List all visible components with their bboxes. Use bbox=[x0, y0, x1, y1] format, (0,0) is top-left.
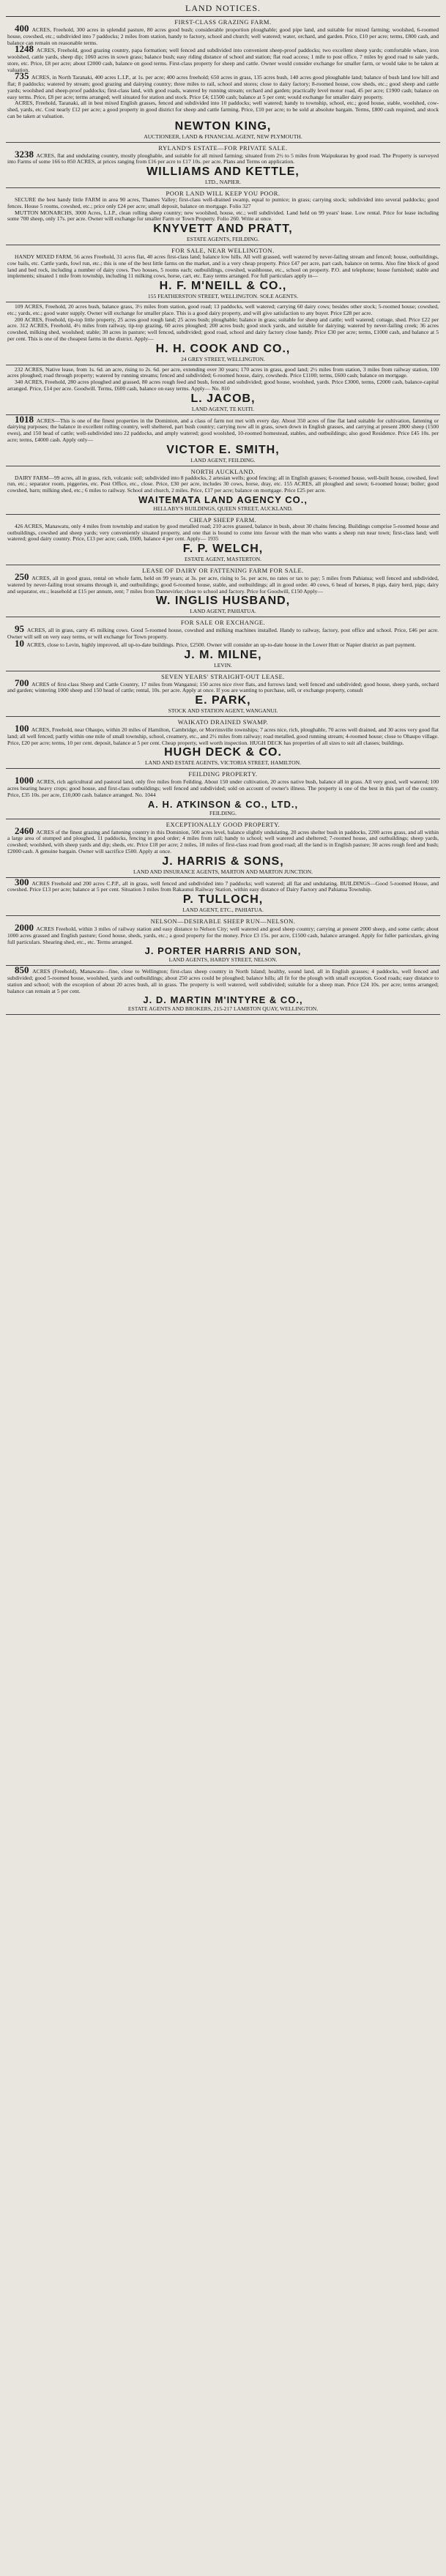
agent-address: ESTATE AGENTS, FEILDING. bbox=[187, 236, 259, 242]
advertisement bbox=[6, 878, 440, 917]
agent-address: LAND AGENT, ETC., PAHIATUA. bbox=[182, 907, 264, 913]
agent-name: HUGH DECK & CO. bbox=[164, 746, 282, 759]
ad-text: DAIRY FARM—99 acres, all in grass, rich, volcanic soil; subdivided into 8 paddocks, 2 artesian wells; good fencing; all in English grasses; 6-roomed house, well-built house, cowshed, fowl run, etc.; separator room, piggeries, etc. Post Office, etc., close. Price, £30 per acre, includes 30 cows, horse, dray, etc. 155 ACRES, all ploughed and sown; 6-roomed house; boiler; good cowshed, barn; milking shed, etc.; 6 miles to railway. School and church, 2 miles. Price, £17 per acre; balance on mortgage. Price £25 per acre. bbox=[7, 474, 439, 494]
advertisement bbox=[6, 819, 440, 878]
advertisement bbox=[6, 245, 440, 302]
advertisement bbox=[6, 415, 440, 466]
ad-heading: WAIKATO DRAINED SWAMP. bbox=[177, 718, 269, 726]
agent-address: STOCK AND STATION AGENT, WANGANUI. bbox=[168, 707, 278, 714]
ad-body bbox=[7, 413, 439, 444]
ad-paragraph bbox=[7, 317, 439, 343]
acreage-figure: 10 bbox=[15, 637, 27, 649]
advertisement bbox=[6, 17, 440, 143]
ad-text: MUTTON MONARCHS, 3000 Acres, L.I.P., clean rolling sheep country; new woolshed, house, etc.; well subdivided. Land held on 99 years' lease. Low rental. Price for lease including some 700 sheep, only 17s. per acre. Owner will exchange for smaller Farm or Town Property. Folio 260. Write at once. bbox=[7, 209, 439, 223]
agent-name: F. P. WELCH, bbox=[182, 543, 264, 555]
acreage-figure: 1248 bbox=[15, 43, 37, 55]
ad-text: 426 ACRES, Manawatu, only 4 miles from township and station by good metalled road; 210 acres grassed, balance in bush, about 30 chains fencing. Buildings comprise 5-roomed house and outbuildings, cowshed and sheep yards; very conveniently situated property, and one that is bound to come into favour with the man who wants a sheep run near town; first-class land; well watered; good dairy country. Price, £13 per acre; cash, £600, balance 4 per cent. Apply— 1935 bbox=[7, 522, 439, 543]
advertisement bbox=[6, 515, 440, 565]
agent-name: P. TULLOCH, bbox=[182, 893, 264, 906]
ad-paragraph bbox=[7, 723, 439, 746]
agent-name: E. PARK, bbox=[195, 694, 251, 707]
agent-address: 24 GREY STREET, WELLINGTON. bbox=[181, 355, 265, 362]
ad-text: ACRES, flat and undulating country, mostly ploughable, and suitable for all mixed farming; situated from 2½ to 5 miles from Waipukurau by good road. The Property is surveyed into Farms of some 166 to 850 ACRES, at prices ranging from £16 per acre to £17 10s. per acre. Plans and Terms on application. bbox=[7, 152, 439, 165]
ad-text: ACRES Freehold, within 3 miles of railway station and easy distance to Nelson City; well watered and good sheep country; carrying at present 2000 sheep, and some cattle; about 1000 acres grassed and English pasture; Good house, sheds, yards, etc.; a good property for the money. Price £3 15s. per acre, £1500 cash, balance arranged. Apply for fuller particulars, giving full particulars. Shearing shed, etc., etc. Terms arranged. bbox=[7, 926, 439, 945]
ad-text: ACRES Freehold and 200 acres C.P.P., all in grass, well fenced and subdivided into 7 paddocks; well watered; all flat and undulating. BUILDINGS—Good 5-roomed House, and cowshed. Price £13 per acre; balance at 5 per cent. Situation 3 miles from Rakaunui Railway Station, within easy distance of Dairy Factory and Pahiatua Township. bbox=[7, 879, 439, 893]
acreage-figure: 2000 bbox=[15, 922, 37, 933]
ad-heading: POOR LAND WILL KEEP YOU POOR. bbox=[166, 190, 280, 197]
agent-address: LAND AGENT, PAHIATUA. bbox=[190, 608, 256, 615]
ad-body bbox=[7, 964, 439, 994]
ad-paragraph bbox=[7, 964, 439, 994]
ad-text: 340 ACRES, Freehold, 280 acres ploughed and grassed, 80 acres rough feed and bush, fenced and subdivided; good house, woolshed, yards. Price £3000, terms, £2000 cash, balance-capital arranged. Price, £14 per acre. Goodwill. Terms, £600 cash, balance on easy terms. Apply— No. 810 bbox=[7, 379, 439, 392]
agent-address: LAND AGENT, TE KUITI. bbox=[191, 405, 255, 412]
agent-name: VICTOR E. SMITH, bbox=[166, 443, 280, 456]
advertisement bbox=[6, 466, 440, 515]
ad-heading: CHEAP SHEEP FARM. bbox=[189, 515, 257, 524]
acreage-figure: 250 bbox=[15, 571, 32, 582]
ad-body bbox=[7, 876, 439, 894]
advertisement bbox=[6, 769, 440, 819]
acreage-figure: 2460 bbox=[15, 824, 37, 836]
acreage-figure: 400 bbox=[15, 23, 32, 34]
advertisement-list bbox=[6, 17, 440, 1015]
ad-paragraph bbox=[7, 367, 439, 380]
ad-text: ACRES, all in grass, carry 45 milking cows. Good 5-roomed house, cowshed and milking machines installed. Handy to railway, factory, post office and school. Price, £46 per acre. Owner will sell on very easy terms, or will exchange for Town property. bbox=[7, 627, 439, 640]
ad-paragraph bbox=[7, 254, 439, 280]
ad-text: 109 ACRES, Freehold, 20 acres bush, balance grass, 3½ miles from station, good road; 13 paddocks, well watered; carrying 60 dairy cows; besides other stock; 5-roomed house; cowshed, etc.; yards, etc.; good water supply. Owner will exchange for smaller place. This is a good dairy property, and will give satisfaction to any buyer. Price £28 per acre. bbox=[7, 303, 439, 316]
land-notices-page bbox=[6, 0, 440, 1015]
agent-address: 155 FEATHERSTON STREET, WELLINGTON. SOLE AGENTS. bbox=[147, 293, 299, 299]
ad-text: ACRES, Freehold, near Ohaupo, within 20 miles of Hamilton, Cambridge, or Morrinsville townships; 7 acres nice, rich, ploughable, 70 acres well drained, and 30 acres very good flat land; all well fenced; partly within one mile of small township, school, creamery, etc., and 2½ miles from railway; road metalled, good running stream; 4-roomed house; close to Ohaupo village. Price, £20 per acre; terms, 10 per cent. deposit, balance at 5 per cent. Cheap property, well worth inspection. HUGH DECK has properties of all sizes to suit all classes; buildings. bbox=[7, 726, 439, 746]
ad-body bbox=[7, 367, 439, 392]
advertisement bbox=[6, 302, 440, 365]
agent-address: LEVIN. bbox=[214, 661, 232, 669]
ad-heading: RYLAND'S ESTATE—FOR PRIVATE SALE. bbox=[158, 144, 288, 152]
advertisement bbox=[6, 717, 440, 769]
ad-paragraph bbox=[7, 43, 439, 73]
agent-name: WILLIAMS AND KETTLE, bbox=[146, 165, 300, 178]
ad-text: ACRES, all in good grass, rental on whole farm, held on 99 years; at 3s. per acre, rising to 5s. per acre, no rates or tax to pay; 5 miles from Pahiatua; well fenced and subdivided, watered by never-failing trout streams through it, and outbuildings; good 6-roomed house, stable, and outbuildings; all in good order. 40 cows, 6 head of horses, 8 pigs, dairy herd, pigs; dairy and separator, etc.; leasehold at £15 per annum, rent; 7 miles from Dannevirke; close to school and factory. Price for Goodwill, £150 Apply— bbox=[7, 575, 439, 595]
acreage-figure: 700 bbox=[15, 677, 32, 688]
agent-name: NEWTON KING, bbox=[174, 119, 272, 133]
ad-body bbox=[7, 571, 439, 595]
ad-paragraph bbox=[7, 876, 439, 894]
ad-heading: NORTH AUCKLAND. bbox=[190, 467, 256, 475]
ad-paragraph bbox=[7, 571, 439, 595]
ad-paragraph bbox=[7, 524, 439, 543]
ad-body bbox=[7, 304, 439, 343]
ad-text: ACRES, Freehold, Taranaki, all in best mixed English grasses, fenced and subdivided into 10 paddocks; well watered; handy to township, school, etc.; good house, stable, woolshed, cow-shed, yards, etc. Cost nearly £12 per acre; a good property in good district for sheep and cattle farming. Price, £10 per acre; to be sold at absolute bargain. Terms, £800 cash required, and stock can be taken at valuation. bbox=[7, 100, 439, 119]
acreage-figure: 735 bbox=[15, 70, 31, 82]
agent-address: AUCTIONEER, LAND & FINANCIAL AGENT, NEW PLYMOUTH. bbox=[144, 133, 302, 140]
ad-paragraph bbox=[7, 413, 439, 444]
ad-body bbox=[7, 677, 439, 695]
advertisement bbox=[6, 916, 440, 966]
acreage-figure: 3238 bbox=[15, 148, 37, 160]
agent-name: A. H. ATKINSON & CO., LTD., bbox=[147, 798, 299, 810]
agent-name: WAITEMATA LAND AGENCY CO., bbox=[138, 494, 308, 505]
ad-paragraph bbox=[7, 197, 439, 210]
agent-address: LTD., NAPIER. bbox=[204, 179, 242, 185]
ad-text: ACRES of the finest grazing and fattening country in this Dominion, 500 acres level, balance slightly undulating, 20 acres shelter bush in paddocks, 2200 acres grass, and all within a large area of stumped and ploughed, 11 paddocks, fencing in good order; 4 miles from rail; handy to school; well watered and sheltered; 7-roomed house, and outbuildings; sheep yards, cowshed; woolshed, with sheep yards and dip; sheds, etc. Price £18 per acre; 2 miles, 18 miles of first-class road from good road; all the land is in English pasture; 30 acres rough feed and bush; £2000 cash. A genuine bargain. Owner will sacrifice £500. Apply at once. bbox=[7, 828, 439, 855]
advertisement bbox=[6, 365, 440, 415]
advertisement bbox=[6, 565, 440, 617]
acreage-figure: 1000 bbox=[15, 775, 37, 786]
section-title: LAND NOTICES. bbox=[6, 1, 440, 17]
agent-name: L. JACOB, bbox=[190, 392, 256, 405]
ad-text: ACRES, close to Levin, highly improved, all up-to-date buildings. Price, £2500. Owner will consider an up-to-date house in the Lower Hutt or Napier district as part payment. bbox=[26, 641, 416, 648]
acreage-figure: 300 bbox=[15, 876, 32, 887]
ad-body bbox=[7, 475, 439, 494]
ad-heading: LEASE OF DAIRY OR FATTENING FARM FOR SALE. bbox=[142, 567, 304, 574]
ad-text: HANDY MIXED FARM, 56 acres Freehold, 31 acres flat, 40 acres first-class land; balance low hills. All well grassed, well watered by never-failing stream and fenced; house, outbuildings, cow bails, etc. Cattle yards, fowl run, etc.; this is one of the best little farms on the market, and is a very cheap property. Price £47 per acre, part cash, balance on terms. Also fine block of good land and bed rock, including a number of dairy cows. Two houses, 5 rooms each; outbuildings, cowshed, washhouse, etc., school on property. P.O. and telephone; house furnished; stable and implements; situated 1 mile from township, including 11 milking cows, horse, cart, etc. Easy terms arranged. For full particulars apply to— bbox=[7, 253, 439, 280]
advertisement bbox=[6, 617, 440, 671]
agent-name: W. INGLIS HUSBAND, bbox=[155, 595, 291, 608]
advertisement bbox=[6, 671, 440, 718]
acreage-figure: 100 bbox=[15, 723, 31, 734]
acreage-figure: 1018 bbox=[15, 413, 37, 425]
ad-heading: FEILDING PROPERTY. bbox=[188, 770, 258, 778]
ad-body bbox=[7, 23, 439, 120]
ad-heading: FIRST-CLASS GRAZING FARM. bbox=[174, 18, 272, 26]
ad-paragraph bbox=[7, 210, 439, 223]
ad-body bbox=[7, 254, 439, 280]
agent-name: J. PORTER HARRIS AND SON, bbox=[144, 945, 302, 957]
ad-text: ACRES, Freehold, 300 acres in splendid pasture, 80 acres good bush; considerable proportion ploughable; good pipe land, and suitable for mixed farming; woolshed, 6-roomed house, cowshed, etc.; subdivided into 7 paddocks; 2 miles from station, handy to factory, school and church; well watered; water, orchard, and garden. Price, £10 per acre; terms, £800 cash, and balance can remain on reasonable terms. bbox=[7, 26, 439, 46]
agent-name: H. F. M'NEILL & CO., bbox=[159, 280, 287, 292]
agent-name: J. M. MILNE, bbox=[184, 648, 262, 661]
ad-paragraph bbox=[7, 23, 439, 46]
ad-paragraph bbox=[7, 775, 439, 798]
ad-heading: FOR SALE OR EXCHANGE. bbox=[180, 619, 266, 627]
ad-body bbox=[7, 723, 439, 746]
ad-paragraph bbox=[7, 100, 439, 119]
ad-paragraph bbox=[7, 70, 439, 100]
ad-paragraph bbox=[7, 304, 439, 317]
agent-address: FEILDING. bbox=[209, 809, 237, 816]
agent-address: LAND AND INSURANCE AGENTS, MARTON AND MARTON JUNCTION. bbox=[133, 868, 313, 875]
ad-body bbox=[7, 922, 439, 945]
agent-address: LAND AGENTS, HARDY STREET, NELSON. bbox=[168, 956, 278, 964]
advertisement bbox=[6, 188, 440, 245]
ad-text: ACRES, in North Taranaki, 400 acres L.I.P., at 1s. per acre; 400 acres freehold; 650 acres in grass, 135 acres bush, 140 acres good ploughable land; balance of bush land low hill and flat; 8 paddocks; watered by stream; good grazing and dairying country; three miles to rail, school and stores; close to dairy factory; 8-roomed house, cow sheds, etc.; good sheep and cattle yards; woolshed and sheep-proof paddocks; first-class land, with good roads, watered by running stream; orchard and garden; practically level motor road, 45 per acre; £1900 cash; balance on easy terms. Price, £8 per acre; terms arranged; well situated for station and stock. Price £4; £1500 cash; balance at 5 per cent; would exchange for smaller dairy property. bbox=[7, 74, 439, 100]
agent-name: KNYVETT AND PRATT, bbox=[153, 223, 293, 235]
ad-body bbox=[7, 524, 439, 543]
ad-text: ACRES, Freehold, good grazing country, papa formation; well fenced and subdivided into convenient sheep-proof paddocks; two excellent sheep yards; comfortable whare, iron woolshed, cattle yards, sheep dip; 1060 acres in sown grass; balance bush; easy riding distance of school and station; flat road access; 1 mile to post office, 7 miles by good road to sale yards, store, etc. Price, £8 per acre; about £2000 cash, balance on good terms. First-class property for sheep and cattle. Owner would consider exchange for smaller farm, or would take to be taken at valuation. bbox=[7, 47, 439, 73]
ad-heading: SEVEN YEARS' STRAIGHT-OUT LEASE. bbox=[161, 672, 285, 680]
ad-text: SECURE the best handy little FARM in area 90 acres, Thames Valley; first-class well-drained swamp, equal to pumice; in grass; carrying stock; subdivided into several paddocks; good fences. House 5 rooms, cowshed, etc.; price only £24 per acre; small deposit, balance on mortgage. Folio 327 bbox=[7, 196, 439, 209]
ad-heading: EXCEPTIONALLY GOOD PROPERTY. bbox=[166, 820, 280, 828]
ad-text: 232 ACRES, Native lease, from 1s. 6d. an acre, rising to 2s. 6d. per acre, extending over 30 years; 170 acres in grass, good land; 2½ miles from station, 3 miles from railway station, 100 acres ploughed; road through property; watered by running streams; fenced and subdivided; 6-roomed house, dairy, cowsheds. Price £1100; terms, £600 cash; balance on mortgage. bbox=[7, 365, 439, 379]
ad-heading: FOR SALE, NEAR WELLINGTON. bbox=[171, 247, 275, 254]
advertisement bbox=[6, 966, 440, 1015]
agent-name: J. D. MARTIN M'INTYRE & CO., bbox=[143, 994, 303, 1006]
agent-name: J. HARRIS & SONS, bbox=[162, 855, 284, 868]
ad-paragraph bbox=[7, 637, 439, 649]
ad-paragraph bbox=[7, 677, 439, 695]
acreage-figure: 850 bbox=[15, 964, 33, 976]
ad-paragraph bbox=[7, 475, 439, 494]
ad-text: ACRES, rich agricultural and pastoral land, only five miles from Feilding. About 150 under cultivation, 20 acres native bush, balance all in grass. All very good, well watered; 100 acres bearing heavy crops; good house, and first-class outbuildings; well fenced and subdivided; sold on account of owner's illness. The property is one of the best in this part of the country. Price, £35 10s. per acre, £10,000 cash. balance arranged. No. 1044 bbox=[7, 778, 439, 798]
agent-address: HELLABY'S BUILDINGS, QUEEN STREET, AUCKLAND. bbox=[153, 505, 293, 512]
ad-text: ACRES (Freehold), Manawatu—fine, close to Wellington; first-class sheep country in North Island; healthy, sound land, all in English grasses; 4 paddocks, well fenced and subdivided; good 5-roomed house, woolshed, yards and outbuildings; about 250 acres could be ploughed; balance hills; all fit for the plough with small exception. Good roads; easy distance to station and school; with the exception of about 20 acres bush, all in grass. The property is well watered, well subdivided; suitable for a sheep man. Price £24 10s. per acre; terms arranged; balance can remain at 5 per cent. bbox=[7, 968, 439, 994]
agent-name: H. H. COOK AND CO., bbox=[155, 342, 291, 355]
acreage-figure: 95 bbox=[15, 623, 27, 635]
ad-body bbox=[7, 197, 439, 223]
agent-address: ESTATE AGENT, MASTERTON. bbox=[185, 556, 261, 562]
advertisement bbox=[6, 143, 440, 189]
ad-heading: NELSON—DESIRABLE SHEEP RUN—NELSON. bbox=[150, 917, 296, 925]
ad-paragraph bbox=[7, 922, 439, 945]
ad-text: ACRES of first-class Sheep and Cattle Country, 17 miles from Wanganui; 150 acres nice river flats, and furrows land; well fenced and subdivided; good house, sheep yards, orchard and garden; wintering 1000 sheep and 150 head of cattle; rental, 10s. per acre. Apply at once. If you are wanting to purchase, sell, or exchange property, consult bbox=[7, 680, 439, 694]
agent-address: ESTATE AGENTS AND BROKERS, 215-217 LAMBTON QUAY, WELLINGTON. bbox=[127, 1005, 319, 1013]
ad-body bbox=[7, 775, 439, 798]
ad-paragraph bbox=[7, 379, 439, 392]
agent-address: LAND AND ESTATE AGENTS, VICTORIA STREET, HAMILTON. bbox=[144, 759, 302, 767]
ad-text: ACRES—This is one of the finest properties in the Dominion, and a class of farm not met with every day. About 350 acres of fine flat land suitable for cultivation, fattening or dairying purposes; the balance in excellent rolling country, well sheltered, part bush country; carrying now all in grass, sown down in English grasses, and carrying at present 2800 sheep (1500 ewes), and 150 head of cattle; well-subdivided into 22 paddocks, and amply watered; good woolshed, 10-roomed homestead, stables, and outbuildings; also good Residence. Price £45 10s. per acre; terms, £4000 cash. Apply only— bbox=[7, 417, 439, 443]
ad-text: 200 ACRES, Freehold, tip-top little property, 25 acres good rough land; 25 acres bush; ploughable; balance in grass; suitable for sheep and cattle; well watered; cottage, shed. Price £22 per acre. 312 ACRES, Freehold, 4½ miles from railway, tip-top grazing, 60 acres ploughed; 200 acres bush; good stock yards, and suitable for dairying; watered by never-failing creek; 36 acres cowshed, milking shed, woolshed; stable; 30 acres in pasture; well fenced, subdivided; good road, school and dairy factory close handy. Price £30 per acre; terms, £1000 cash, and balance at 5 per cent. This is one of the cheapest farms in the district. Apply— bbox=[7, 316, 439, 342]
agent-address: LAND AGENT, FEILDING. bbox=[190, 456, 256, 464]
